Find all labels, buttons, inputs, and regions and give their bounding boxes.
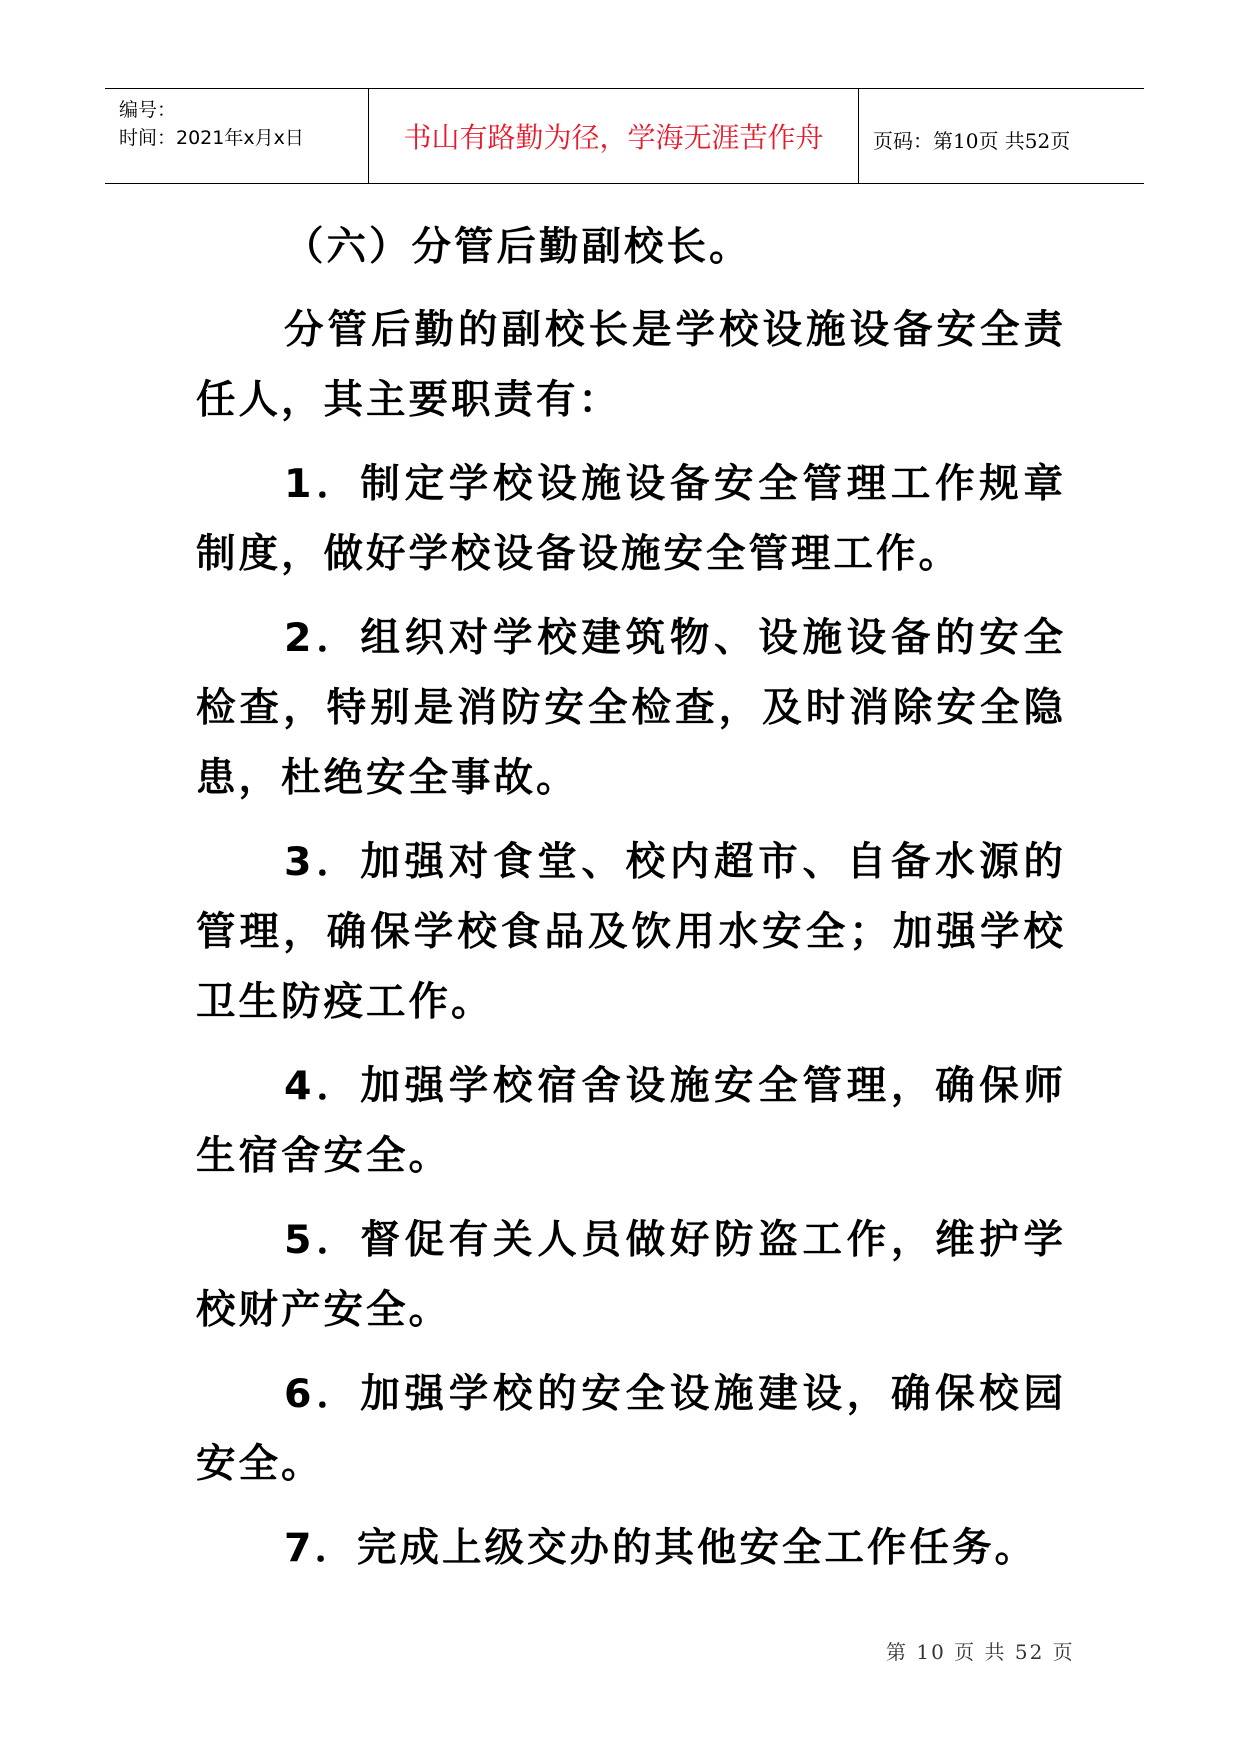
section-heading: （六）分管后勤副校长。 bbox=[284, 224, 752, 270]
header-page-info: 页码：第10页 共52页 bbox=[873, 129, 1071, 153]
document-time-label: 时间：2021年x月x日 bbox=[119, 127, 304, 149]
header-motto-cell bbox=[369, 89, 859, 183]
header-motto: 书山有路勤为径，学海无涯苦作舟 bbox=[403, 121, 824, 154]
document-code-label: 编号： bbox=[119, 99, 177, 121]
intro-paragraph: 分管后勤的副校长是学校设施设备安全责任人，其主要职责有： bbox=[196, 307, 1066, 423]
duty-item-7: 7．完成上级交办的其他安全工作任务。 bbox=[284, 1525, 1037, 1571]
duty-item-2: 2．组织对学校建筑物、设施设备的安全检查，特别是消防安全检查，及时消除安全隐患，杜绝安全事故。 bbox=[196, 615, 1066, 801]
duty-item-6: 6．加强学校的安全设施建设，确保校园安全。 bbox=[196, 1371, 1066, 1487]
duty-item-3: 3．加强对食堂、校内超市、自备水源的管理，确保学校食品及饮用水安全；加强学校卫生防疫工作。 bbox=[196, 839, 1066, 1025]
duty-item-1: 1．制定学校设施设备安全管理工作规章制度，做好学校设备设施安全管理工作。 bbox=[196, 461, 1066, 577]
page-footer: 第 10 页 共 52 页 bbox=[886, 1640, 1075, 1664]
duty-item-5: 5．督促有关人员做好防盗工作，维护学校财产安全。 bbox=[196, 1217, 1066, 1333]
header-page-cell bbox=[859, 89, 1144, 183]
document-body bbox=[196, 212, 1066, 1597]
page-header bbox=[105, 88, 1144, 184]
duty-item-4: 4．加强学校宿舍设施安全管理，确保师生宿舍安全。 bbox=[196, 1063, 1066, 1179]
header-meta-cell bbox=[105, 89, 369, 183]
